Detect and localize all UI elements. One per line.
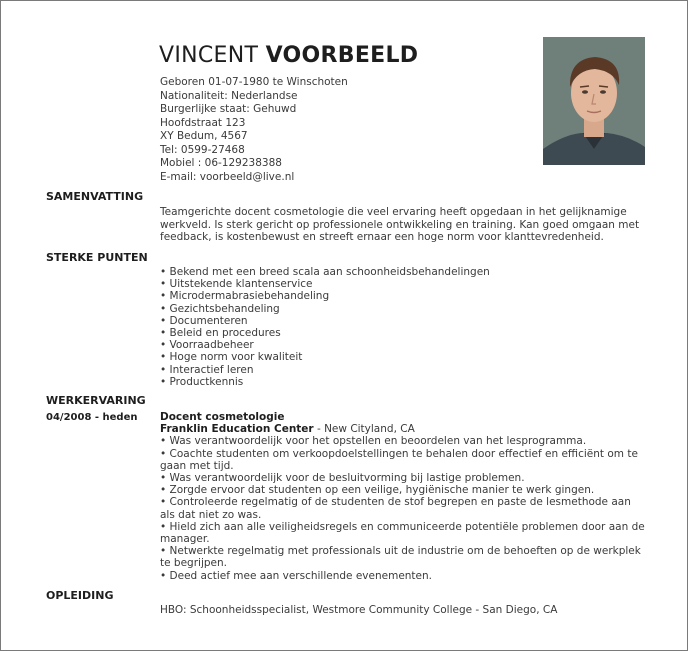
profile-photo	[543, 37, 645, 165]
candidate-name	[159, 43, 418, 68]
list-item: • Gezichtsbehandeling	[160, 303, 490, 315]
job-company: Franklin Education Center	[160, 423, 314, 436]
job-location: - New Cityland, CA	[313, 423, 415, 436]
job-entry	[160, 411, 646, 582]
summary-text: Teamgerichte docent cosmetologie die veel ervaring heeft opgedaan in het gelijknamige werkveld. Is sterk gericht op professionele ontwikkeling en training. Kan goed omgaan met feedback, is kostenbewust en streeft ernaar een hoge norm voor klanttevredenheid.	[160, 206, 640, 243]
experience-heading: WERKERVARING	[46, 394, 146, 407]
list-item: • Was verantwoordelijk voor de besluitvorming bij lastige problemen.	[160, 472, 525, 485]
strengths-list	[160, 266, 490, 388]
contact-phone: Tel: 0599-27468	[160, 143, 245, 156]
list-item: • Deed actief mee aan verschillende evenementen.	[160, 569, 433, 582]
list-item: • Beleid en procedures	[160, 327, 490, 339]
job-period: 04/2008 - heden	[46, 412, 138, 423]
strengths-heading: STERKE PUNTEN	[46, 251, 148, 264]
contact-nationality: Nationaliteit: Nederlandse	[160, 89, 298, 102]
job-duties	[160, 435, 646, 581]
list-item: • Was verantwoordelijk voor het opstellen en beoordelen van het lesprogramma.	[160, 435, 587, 448]
contact-street: Hoofdstraat 123	[160, 116, 246, 129]
list-item: • Microdermabrasiebehandeling	[160, 290, 490, 302]
list-item: • Netwerkte regelmatig met professionals uit de industrie om de behoeften op de werkplek te begrijpen.	[160, 545, 641, 570]
list-item: • Hoge norm voor kwaliteit	[160, 351, 490, 363]
contact-birth: Geboren 01-07-1980 te Winschoten	[160, 76, 348, 88]
job-title: Docent cosmetologie	[160, 411, 285, 423]
list-item: • Zorgde ervoor dat studenten op een veilige, hygiënische manier te werk gingen.	[160, 484, 595, 497]
list-item: • Controleerde regelmatig of de studenten de stof begrepen en paste de lesmethode aan als dat niet zo was.	[160, 496, 631, 521]
list-item: • Uitstekende klantenservice	[160, 278, 490, 290]
summary-heading: SAMENVATTING	[46, 190, 144, 203]
first-name: VINCENT	[159, 43, 259, 68]
contact-marital-status: Burgerlijke staat: Gehuwd	[160, 103, 297, 115]
list-item: • Hield zich aan alle veiligheidsregels en communiceerde potentiële problemen door aan de manager.	[160, 520, 645, 546]
job-employer-line	[160, 423, 646, 435]
education-heading: OPLEIDING	[46, 589, 114, 602]
list-item: • Voorraadbeheer	[160, 339, 490, 351]
list-item: • Productkennis	[160, 376, 490, 388]
education-text: HBO: Schoonheidsspecialist, Westmore Community College - San Diego, CA	[160, 604, 558, 616]
list-item: • Interactief leren	[160, 364, 490, 376]
list-item: • Bekend met een breed scala aan schoonheidsbehandelingen	[160, 266, 490, 278]
list-item: • Documenteren	[160, 315, 490, 327]
contact-postal-city: XY Bedum, 4567	[160, 130, 248, 142]
contact-details	[160, 76, 348, 184]
contact-mobile: Mobiel : 06-129238388	[160, 157, 282, 169]
contact-email: E-mail: voorbeeld@live.nl	[160, 170, 295, 183]
list-item: • Coachte studenten om verkoopdoelstellingen te behalen door effectief en efficiënt om te gaan met tijd.	[160, 447, 638, 472]
last-name: VOORBEELD	[265, 43, 419, 68]
